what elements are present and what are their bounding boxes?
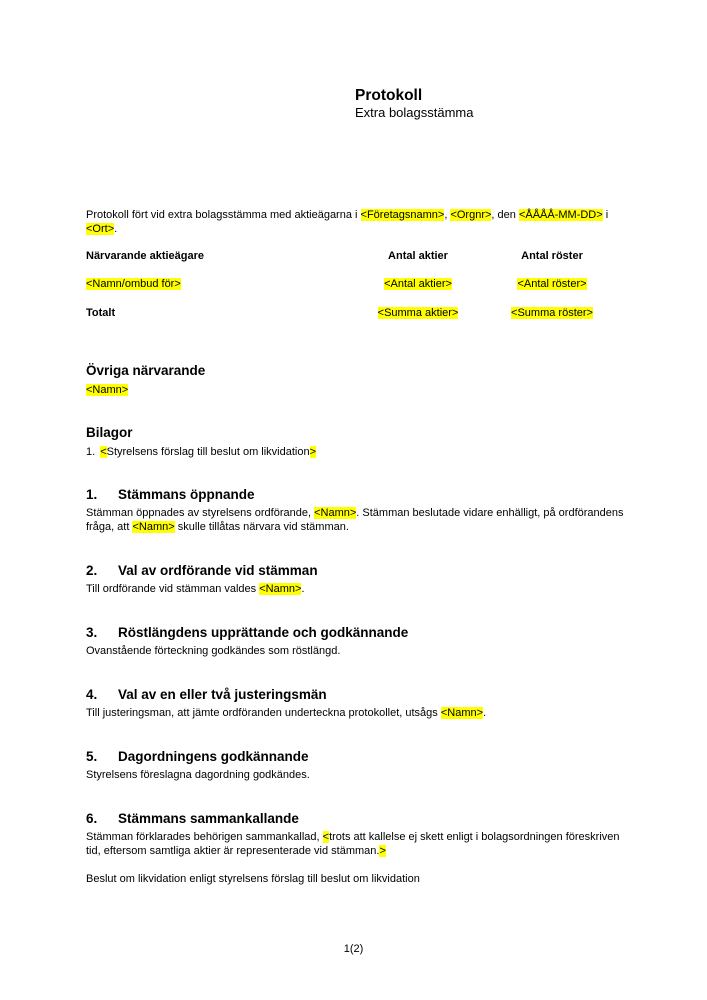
- column-header: Antal aktier: [388, 250, 448, 262]
- list-item: [86, 445, 316, 459]
- orgnr-placeholder: <Orgnr>: [450, 209, 492, 221]
- decision-text: Beslut om likvidation enligt styrelsens förslag till beslut om likvidation: [86, 873, 420, 885]
- section-number: 5.: [86, 749, 98, 764]
- name-placeholder: <Namn>: [440, 707, 484, 719]
- section-body: [86, 706, 626, 720]
- total-shares-placeholder: <Summa aktier>: [377, 307, 459, 319]
- others-heading: Övriga närvarande: [86, 363, 206, 378]
- section-number: 3.: [86, 625, 98, 640]
- company-placeholder: <Företagsnamn>: [360, 209, 445, 221]
- shareholder-placeholder: <Namn/ombud för>: [86, 278, 181, 290]
- page-subtitle: Extra bolagsstämma: [355, 105, 474, 120]
- section-heading: [86, 687, 626, 703]
- total-votes-placeholder: <Summa röster>: [511, 307, 593, 319]
- section-heading: [86, 625, 626, 641]
- total-label: Totalt: [86, 307, 116, 319]
- section-title: Stämmans sammankallande: [118, 811, 299, 826]
- section-heading: [86, 487, 626, 503]
- section-body: [86, 830, 626, 858]
- section-number: 1.: [86, 487, 98, 502]
- others-section: [86, 363, 205, 397]
- column-header: Antal röster: [521, 250, 583, 262]
- votes-placeholder: <Antal röster>: [517, 278, 587, 290]
- section-4: [86, 687, 626, 720]
- appendices-section: [86, 425, 316, 459]
- name-placeholder: <Namn>: [132, 521, 175, 533]
- intro-text: i: [602, 209, 609, 221]
- section-title: Stämmans öppnande: [118, 487, 255, 502]
- name-placeholder: <Namn>: [86, 384, 129, 396]
- appendices-heading: Bilagor: [86, 425, 133, 440]
- bracket-open: <: [100, 446, 107, 458]
- section-heading: [86, 563, 626, 579]
- table-total-row: [86, 307, 626, 321]
- body-text: Stämman förklarades behörigen sammankallad,: [86, 831, 323, 843]
- shares-placeholder: <Antal aktier>: [384, 278, 452, 290]
- title-block: [355, 87, 474, 121]
- body-text: .: [301, 583, 305, 595]
- section-body: [86, 582, 626, 596]
- section-6: [86, 811, 626, 886]
- name-placeholder: <Namn>: [259, 583, 302, 595]
- section-body: Ovanstående förteckning godkändes som röstlängd.: [86, 645, 341, 657]
- section-3: [86, 625, 626, 658]
- intro-text: .: [114, 223, 118, 235]
- section-heading: [86, 811, 626, 827]
- section-title: Val av en eller två justeringsmän: [118, 687, 327, 702]
- page-title: Protokoll: [355, 87, 423, 104]
- section-title: Val av ordförande vid stämman: [118, 563, 318, 578]
- appendix-title: Styrelsens förslag till beslut om likvidation: [106, 446, 310, 458]
- section-heading: [86, 749, 626, 765]
- date-placeholder: <ÅÅÅÅ-MM-DD>: [518, 209, 603, 221]
- bracket-open: <: [322, 831, 330, 843]
- intro-paragraph: [86, 208, 626, 236]
- body-text: .: [483, 707, 487, 719]
- table-row: [86, 278, 626, 292]
- intro-text: ,: [444, 209, 451, 221]
- body-text: skulle tillåtas närvara vid stämman.: [174, 521, 349, 533]
- body-text: Till ordförande vid stämman valdes: [86, 583, 260, 595]
- place-placeholder: <Ort>: [86, 223, 115, 235]
- list-number: 1.: [86, 446, 96, 458]
- section-title: Dagordningens godkännande: [118, 749, 309, 764]
- bracket-close: >: [309, 446, 317, 458]
- section-body: Styrelsens föreslagna dagordning godkändes.: [86, 769, 310, 781]
- page-number: 1(2): [343, 943, 364, 955]
- body-text: . Stämman beslutade vidare enhälligt, på ordförandens fråga, att: [86, 507, 624, 533]
- bracket-close: >: [379, 845, 386, 857]
- intro-text: Protokoll fört vid extra bolagsstämma med aktieägarna i: [86, 209, 361, 221]
- name-placeholder: <Namn>: [314, 507, 357, 519]
- section-number: 4.: [86, 687, 98, 702]
- section-number: 6.: [86, 811, 98, 826]
- section-number: 2.: [86, 563, 98, 578]
- body-text: Till justeringsman, att jämte ordföranden underteckna protokollet, utsågs: [86, 707, 441, 719]
- section-title: Röstlängdens upprättande och godkännande: [118, 625, 409, 640]
- optional-clause: trots att kallelse ej skett enligt i bolagsordningen föreskriven tid, eftersom samtliga aktier är representerade vid stämman.: [86, 831, 620, 857]
- section-1: [86, 487, 626, 534]
- section-5: [86, 749, 626, 782]
- table-header-row: [86, 250, 626, 264]
- column-header: Närvarande aktieägare: [86, 250, 205, 262]
- section-2: [86, 563, 626, 596]
- body-text: Stämman öppnades av styrelsens ordförande,: [86, 507, 315, 519]
- section-body: [86, 506, 626, 534]
- intro-text: , den: [491, 209, 519, 221]
